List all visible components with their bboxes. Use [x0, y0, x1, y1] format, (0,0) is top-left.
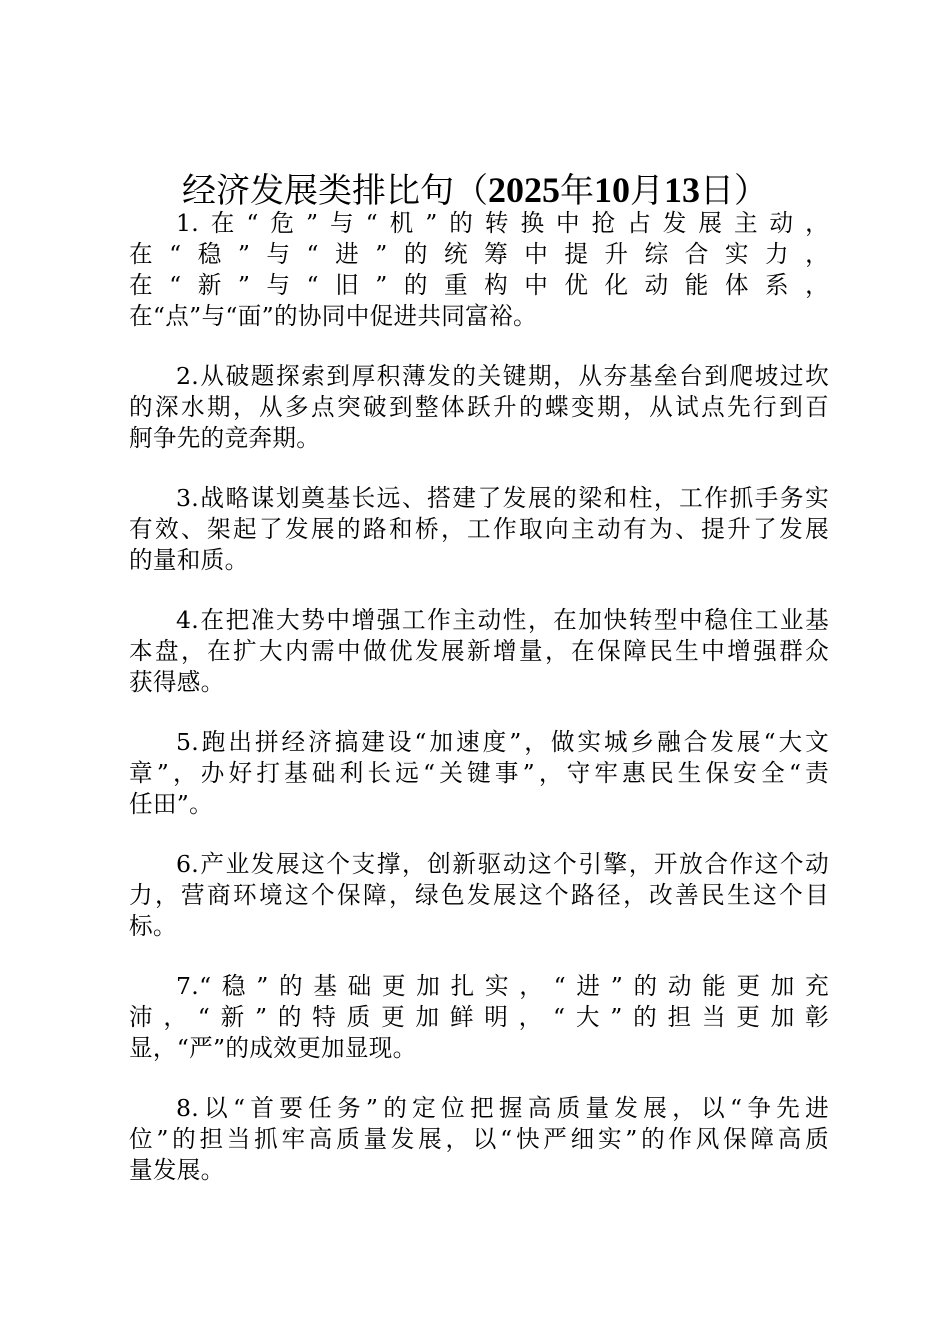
- paragraph-line: 获得感。: [129, 668, 225, 696]
- title-day: 13: [664, 170, 700, 210]
- paragraph-line: 位”的担当抓牢高质量发展，以“快严细实”的作风保障高质: [129, 1125, 829, 1153]
- paragraph-line: 4.在把准大势中增强工作主动性，在加快转型中稳住工业基: [176, 606, 829, 634]
- paragraph-line: 在“稳”与“进”的统筹中提升综合实力，: [129, 240, 829, 268]
- paragraph-line: 6.产业发展这个支撑，创新驱动这个引擎，开放合作这个动: [176, 850, 829, 878]
- title-month: 10: [594, 170, 630, 210]
- paragraph-line: 显，“严”的成效更加显现。: [129, 1034, 417, 1062]
- paragraph-line: 7.“稳”的基础更加扎实，“进”的动能更加充: [176, 972, 829, 1000]
- paragraph-line: 在“新”与“旧”的重构中优化动能体系，: [129, 271, 829, 299]
- paragraph-line: 有效、架起了发展的路和桥，工作取向主动有为、提升了发展: [129, 515, 829, 543]
- paragraph-line: 任田”。: [129, 790, 214, 818]
- paragraph-line: 5.跑出拼经济搞建设“加速度”，做实城乡融合发展“大文: [176, 728, 829, 756]
- paragraph-line: 标。: [129, 912, 177, 940]
- title-month-unit: 月: [630, 171, 664, 211]
- paragraph-8: [129, 1093, 829, 1186]
- paragraph-line: 3.战略谋划奠基长远、搭建了发展的梁和柱，工作抓手务实: [176, 484, 829, 512]
- page-title: [0, 168, 950, 213]
- document-body: [129, 208, 829, 1215]
- title-text: 经济发展类排比句（: [182, 171, 488, 211]
- paragraph-4: [129, 605, 829, 698]
- paragraph-2: [129, 361, 829, 454]
- paragraph-5: [129, 727, 829, 820]
- paragraph-line: 舸争先的竞奔期。: [129, 424, 321, 452]
- paragraph-line: 的深水期，从多点突破到整体跃升的蝶变期，从试点先行到百: [129, 393, 829, 421]
- paragraph-3: [129, 483, 829, 576]
- title-year: 2025: [488, 170, 560, 210]
- paragraph-line: 8.以“首要任务”的定位把握高质量发展，以“争先进: [176, 1094, 829, 1122]
- paragraph-line: 1.在“危”与“机”的转换中抢占发展主动，: [176, 209, 829, 237]
- paragraph-7: [129, 971, 829, 1064]
- paragraph-line: 本盘，在扩大内需中做优发展新增量，在保障民生中增强群众: [129, 637, 829, 665]
- paragraph-line: 章”，办好打基础利长远“关键事”，守牢惠民生保安全“责: [129, 759, 829, 787]
- paragraph-line: 沛，“新”的特质更加鲜明，“大”的担当更加彰: [129, 1003, 829, 1031]
- title-year-unit: 年: [560, 171, 594, 211]
- paragraph-line: 在“点”与“面”的协同中促进共同富裕。: [129, 302, 537, 330]
- paragraph-line: 2.从破题探索到厚积薄发的关键期，从夯基垒台到爬坡过坎: [176, 362, 829, 390]
- title-day-unit: 日）: [700, 171, 768, 211]
- paragraph-line: 的量和质。: [129, 546, 249, 574]
- paragraph-1: [129, 208, 829, 332]
- paragraph-line: 力，营商环境这个保障，绿色发展这个路径，改善民生这个目: [129, 881, 829, 909]
- paragraph-6: [129, 849, 829, 942]
- paragraph-line: 量发展。: [129, 1156, 225, 1184]
